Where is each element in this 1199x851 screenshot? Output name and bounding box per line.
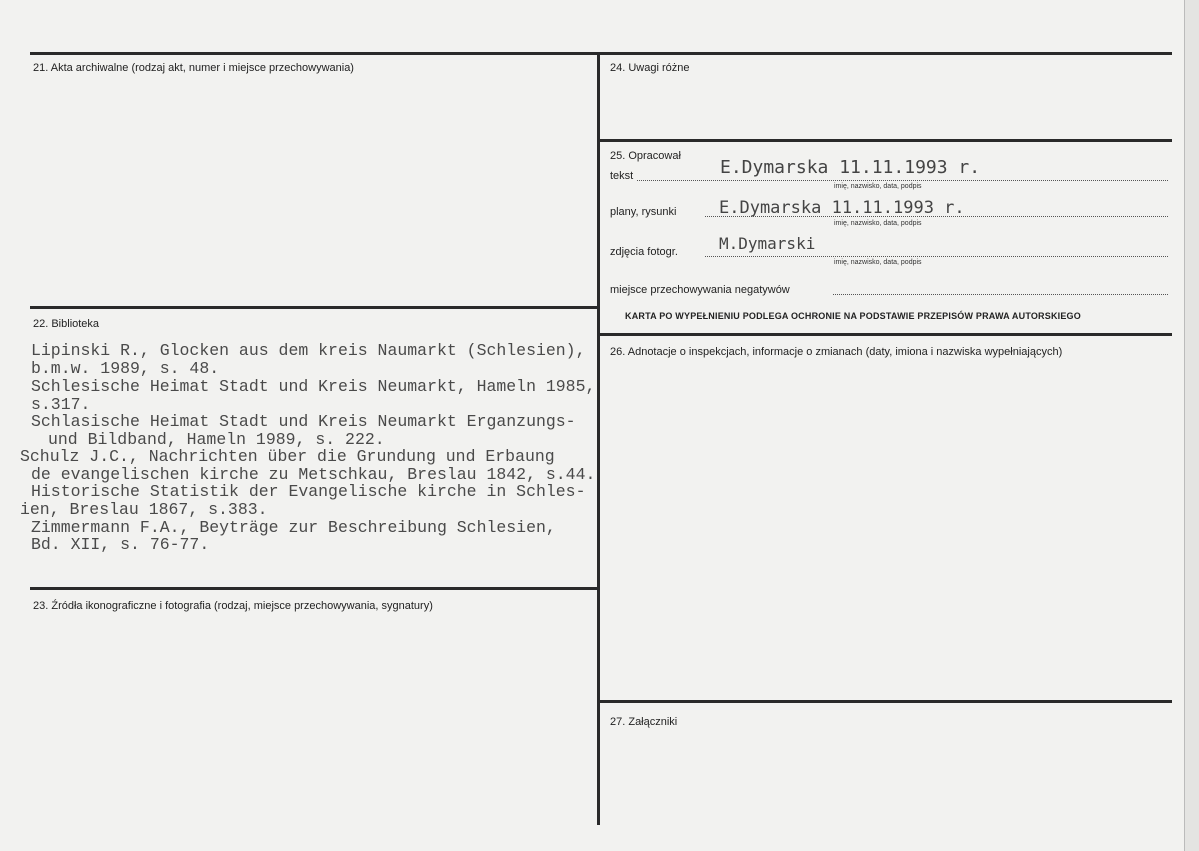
bibliography-line: b.m.w. 1989, s. 48.: [31, 359, 220, 378]
tekst-caption: imię, nazwisko, data, podpis: [834, 183, 922, 190]
rule-26-27: [598, 700, 1172, 703]
rule-21-22: [30, 306, 598, 309]
bibliography-line: und Bildband, Hameln 1989, s. 222.: [48, 430, 385, 449]
copyright-notice: KARTA PO WYPEŁNIENIU PODLEGA OCHRONIE NA PODSTAWIE PRZEPISÓW PRAWA AUTORSKIEGO: [625, 311, 1081, 321]
column-divider: [597, 52, 600, 825]
zdjecia-value: M.Dymarski: [719, 234, 816, 253]
bibliography-line: Zimmermann F.A., Beyträge zur Beschreibung Schlesien,: [31, 518, 556, 537]
page-edge: [1184, 0, 1199, 851]
bibliography-line: Lipinski R., Glocken aus dem kreis Naumarkt (Schlesien),: [31, 341, 586, 360]
plany-value: E.Dymarska 11.11.1993 r.: [719, 198, 965, 218]
bibliography-line: Schlesische Heimat Stadt und Kreis Neumarkt, Hameln 1985,: [31, 377, 596, 396]
bibliography-line: Schulz J.C., Nachrichten über die Grundung und Erbaung: [20, 447, 555, 466]
bibliography-line: Bd. XII, s. 76-77.: [31, 535, 210, 554]
negatywy-dotted-line: [833, 294, 1168, 295]
tekst-value: E.Dymarska 11.11.1993 r.: [720, 157, 981, 178]
plany-label: plany, rysunki: [610, 206, 677, 218]
section-24-label: 24. Uwagi różne: [610, 62, 690, 74]
plany-caption: imię, nazwisko, data, podpis: [834, 220, 922, 227]
zdjecia-label: zdjęcia fotogr.: [610, 246, 678, 258]
zdjecia-dotted-line: [705, 256, 1168, 257]
bibliography-line: de evangelischen kirche zu Metschkau, Breslau 1842, s.44.: [31, 465, 596, 484]
tekst-dotted-line: [637, 180, 1168, 181]
section-21-label: 21. Akta archiwalne (rodzaj akt, numer i miejsce przechowywania): [33, 62, 354, 74]
section-22-label: 22. Biblioteka: [33, 318, 100, 330]
negatywy-label: miejsce przechowywania negatywów: [610, 284, 790, 296]
rule-25-26: [598, 333, 1172, 336]
section-25-label: 25. Opracował: [610, 150, 681, 162]
top-rule: [30, 52, 1172, 55]
zdjecia-caption: imię, nazwisko, data, podpis: [834, 259, 922, 266]
bibliography-line: Schlasische Heimat Stadt und Kreis Neumarkt Erganzungs-: [31, 412, 576, 431]
bibliography-line: s.317.: [31, 395, 91, 414]
section-26-label: 26. Adnotacje o inspekcjach, informacje o zmianach (daty, imiona i nazwiska wypełniających): [610, 346, 1063, 358]
bibliography-line: ien, Breslau 1867, s.383.: [20, 500, 268, 519]
tekst-label: tekst: [610, 170, 634, 182]
rule-22-23: [30, 587, 598, 590]
section-23-label: 23. Źródła ikonograficzne i fotografia (rodzaj, miejsce przechowywania, sygnatury): [33, 600, 433, 612]
rule-24-25: [598, 139, 1172, 142]
section-27-label: 27. Załączniki: [610, 716, 678, 728]
bibliography-line: Historische Statistik der Evangelische kirche in Schles-: [31, 482, 586, 501]
